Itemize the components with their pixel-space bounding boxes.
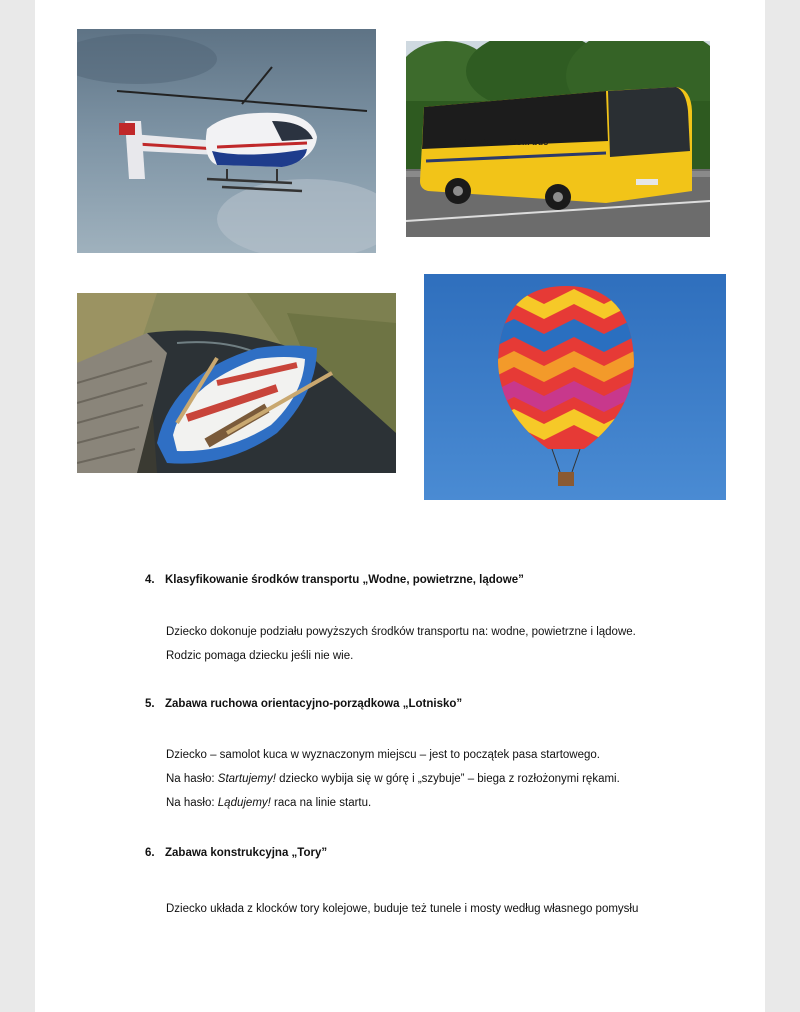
helicopter-photo bbox=[77, 29, 376, 253]
section-number: 4. bbox=[145, 574, 155, 586]
section-title: Klasyfikowanie środków transportu „Wodne, powietrzne, lądowe” bbox=[165, 574, 524, 586]
rowboat-photo bbox=[77, 293, 396, 473]
bus-sign-text: TRANSCENTRUM bus bbox=[454, 137, 549, 147]
hot-air-balloon-photo bbox=[424, 274, 726, 500]
section-number: 5. bbox=[145, 698, 155, 710]
document-page bbox=[35, 0, 765, 1012]
line-suffix: raca na linie startu. bbox=[270, 797, 372, 809]
section-heading-4 bbox=[145, 574, 524, 586]
section-title: Zabawa ruchowa orientacyjno-porządkowa „Lotnisko” bbox=[165, 698, 463, 710]
line-prefix: Na hasło: bbox=[166, 773, 218, 785]
bus-photo bbox=[406, 41, 710, 237]
body-line: Dziecko – samolot kuca w wyznaczonym miejscu – jest to początek pasa startowego. bbox=[166, 749, 600, 761]
line-suffix: dziecko wybija się w górę i „szybuje” – biega z rozłożonymi rękami. bbox=[275, 773, 620, 785]
body-line: Dziecko układa z klocków tory kolejowe, buduje też tunele i mosty według własnego pomysłu bbox=[166, 903, 639, 915]
command-word: Startujemy! bbox=[217, 773, 276, 785]
section-title: Zabawa konstrukcyjna „Tory” bbox=[165, 847, 328, 859]
section-body-4 bbox=[166, 620, 636, 668]
section-heading-5 bbox=[145, 698, 462, 710]
command-word: Lądujemy! bbox=[217, 797, 271, 809]
line-prefix: Na hasło: bbox=[166, 797, 218, 809]
section-heading-6 bbox=[145, 847, 327, 859]
section-body-6 bbox=[166, 897, 638, 921]
body-line bbox=[166, 791, 620, 815]
body-line: Rodzic pomaga dziecku jeśli nie wie. bbox=[166, 650, 354, 662]
body-line: Dziecko dokonuje podziału powyższych środków transportu na: wodne, powietrzne i lądowe. bbox=[166, 626, 636, 638]
section-number: 6. bbox=[145, 847, 155, 859]
section-body-5 bbox=[166, 743, 620, 815]
body-line bbox=[166, 767, 620, 791]
